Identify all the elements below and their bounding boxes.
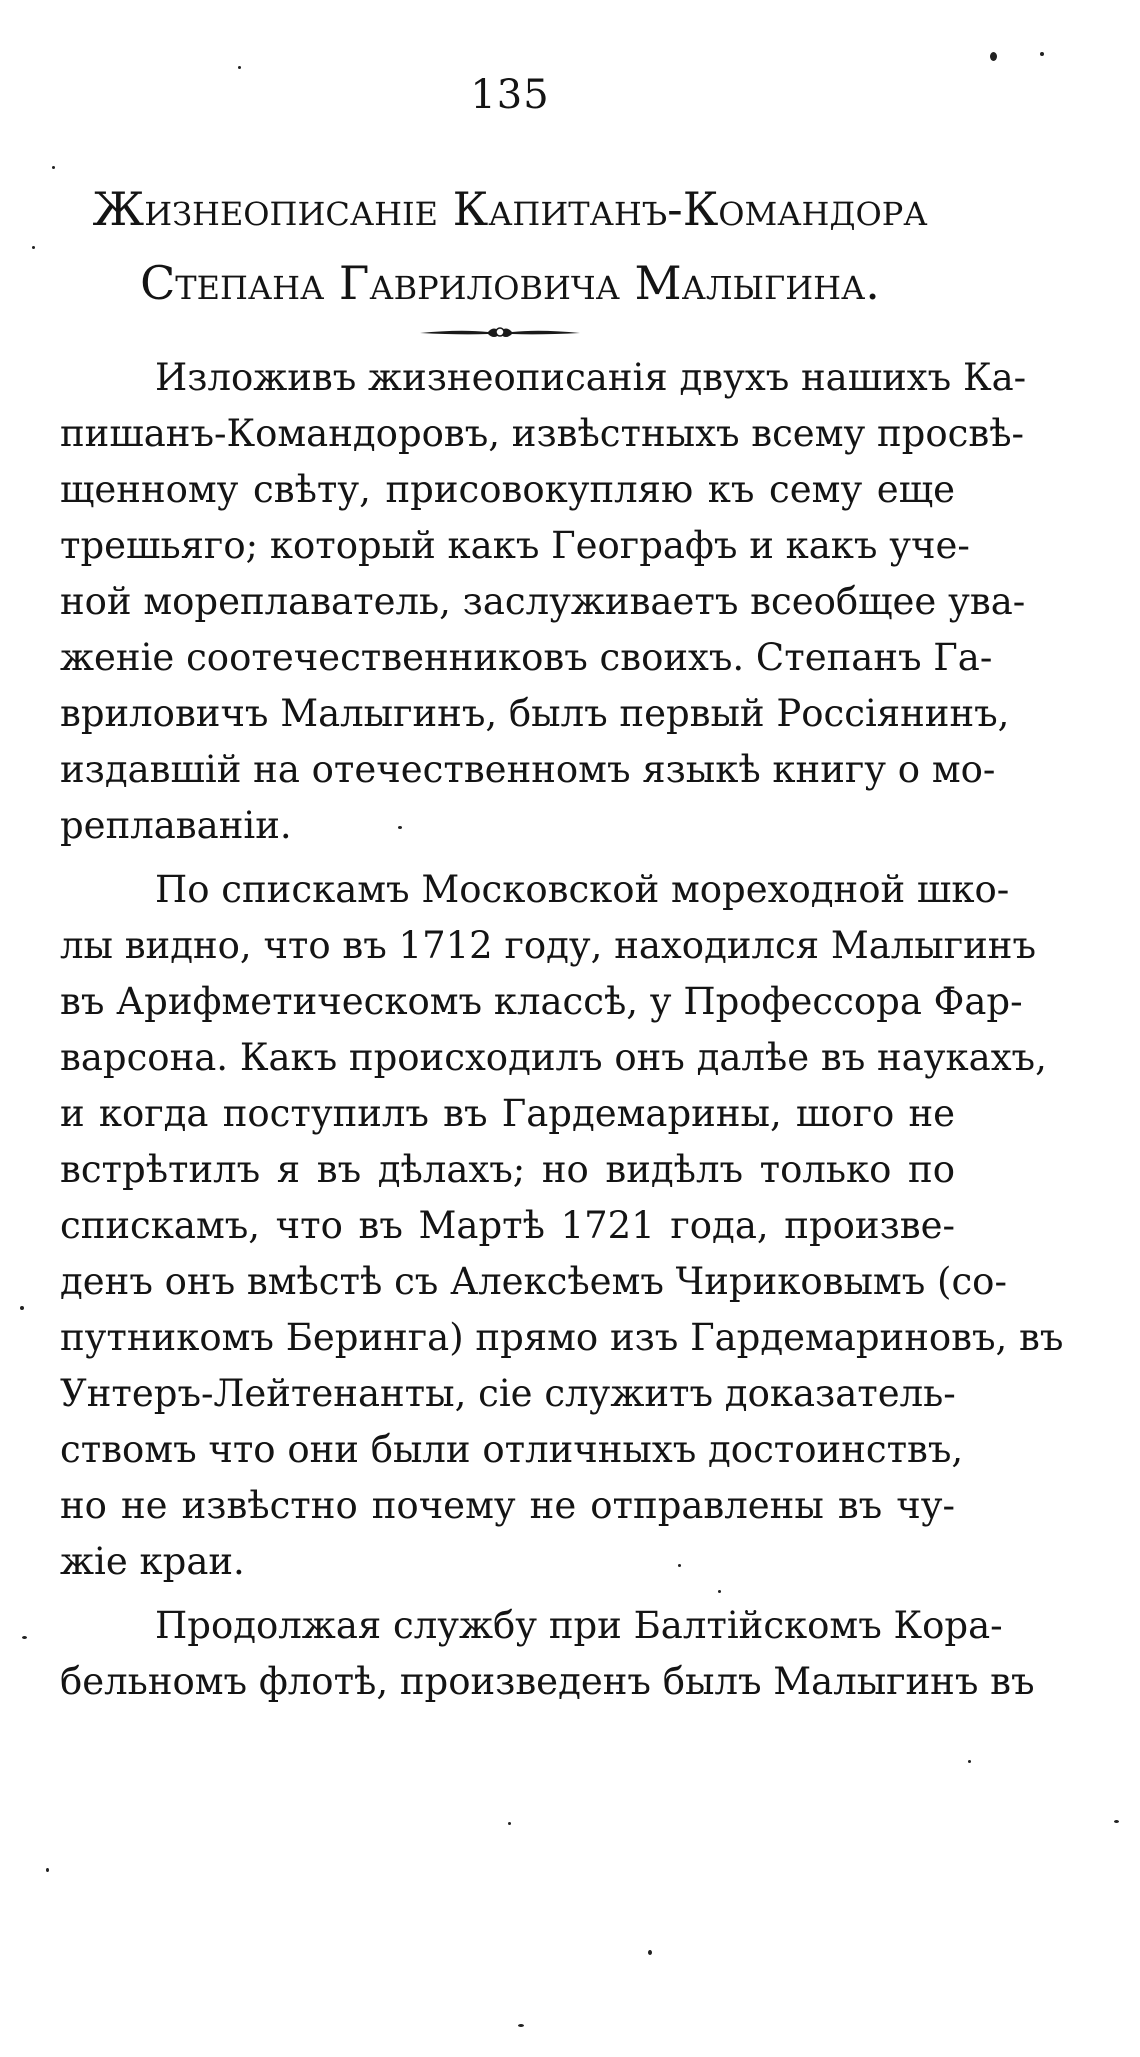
scan-speck (398, 826, 402, 829)
scan-speck (990, 52, 997, 61)
scan-speck (20, 1306, 24, 1310)
text-line: издавшій на отечественномъ языкѣ книгу о мо- (60, 748, 996, 791)
title-line-2: Степана Гавриловича Малыгина. (140, 256, 880, 310)
scan-speck (46, 1868, 49, 1872)
text-line: денъ онъ вмѣстѣ съ Алексѣемъ Чириковымъ (со- (60, 1260, 1007, 1303)
scan-speck (22, 1636, 27, 1639)
scan-speck (52, 166, 55, 169)
text-line: лы видно, что въ 1712 году, находился Малыгинъ (60, 924, 1036, 967)
scan-speck (718, 1590, 721, 1593)
text-line: и когда поступилъ въ Гардемарины, шого не (60, 1092, 955, 1135)
scan-speck (648, 1950, 652, 1955)
ornament-divider (400, 320, 600, 344)
title-line-1: Жизнеописаніе Капитанъ-Командора (92, 182, 928, 236)
text-line: въ Арифметическомъ классѣ, у Профессора Фар- (60, 980, 1023, 1023)
text-line: путникомъ Беринга) прямо изъ Гардемариновъ, въ (60, 1316, 1064, 1359)
text-line: Изложивъ жизнеописанія двухъ нашихъ Ка- (155, 356, 1027, 399)
text-line: варсона. Какъ происходилъ онъ далѣе въ наукахъ, (60, 1036, 1047, 1079)
text-line: но не извѣстно почему не отправлены въ чу- (60, 1484, 955, 1527)
text-line: Продолжая службу при Балтійскомъ Кора- (155, 1604, 1003, 1647)
text-line: реплаваніи. (60, 804, 292, 847)
scan-speck (508, 1822, 511, 1825)
text-line: ной мореплаватель, заслуживаетъ всеобщее ува- (60, 580, 1026, 623)
text-line: спискамъ, что въ Мартѣ 1721 года, произве- (60, 1204, 955, 1247)
text-line: вриловичъ Малыгинъ, былъ первый Россіянинъ, (60, 692, 1010, 735)
scan-speck (238, 66, 241, 69)
text-line: встрѣтилъ я въ дѣлахъ; но видѣлъ только по (60, 1148, 955, 1191)
text-line: женіе соотечественниковъ своихъ. Степанъ Га- (60, 636, 993, 679)
text-line: По спискамъ Московской мореходной шко- (155, 868, 1010, 911)
text-line: жіе краи. (60, 1540, 245, 1583)
scan-speck (518, 2024, 524, 2027)
text-line: бельномъ флотѣ, произведенъ былъ Малыгинъ въ (60, 1660, 1035, 1703)
text-line: щенному свѣту, присовокупляю къ сему еще (60, 468, 955, 511)
text-line: пишанъ-Командоровъ, извѣстныхъ всему просвѣ- (60, 412, 1025, 455)
text-line: ствомъ что они были отличныхъ достоинствъ, (60, 1428, 964, 1471)
text-line: Унтеръ-Лейтенанты, сіе служитъ доказатель- (60, 1372, 956, 1415)
scan-speck (1040, 52, 1044, 56)
scan-speck (968, 1760, 971, 1763)
text-line: трешьяго; который какъ Географъ и какъ уче- (60, 524, 970, 567)
scan-speck (1114, 1820, 1119, 1823)
scan-speck (678, 1564, 681, 1567)
page-number: 135 (470, 72, 550, 118)
scan-speck (32, 246, 35, 249)
